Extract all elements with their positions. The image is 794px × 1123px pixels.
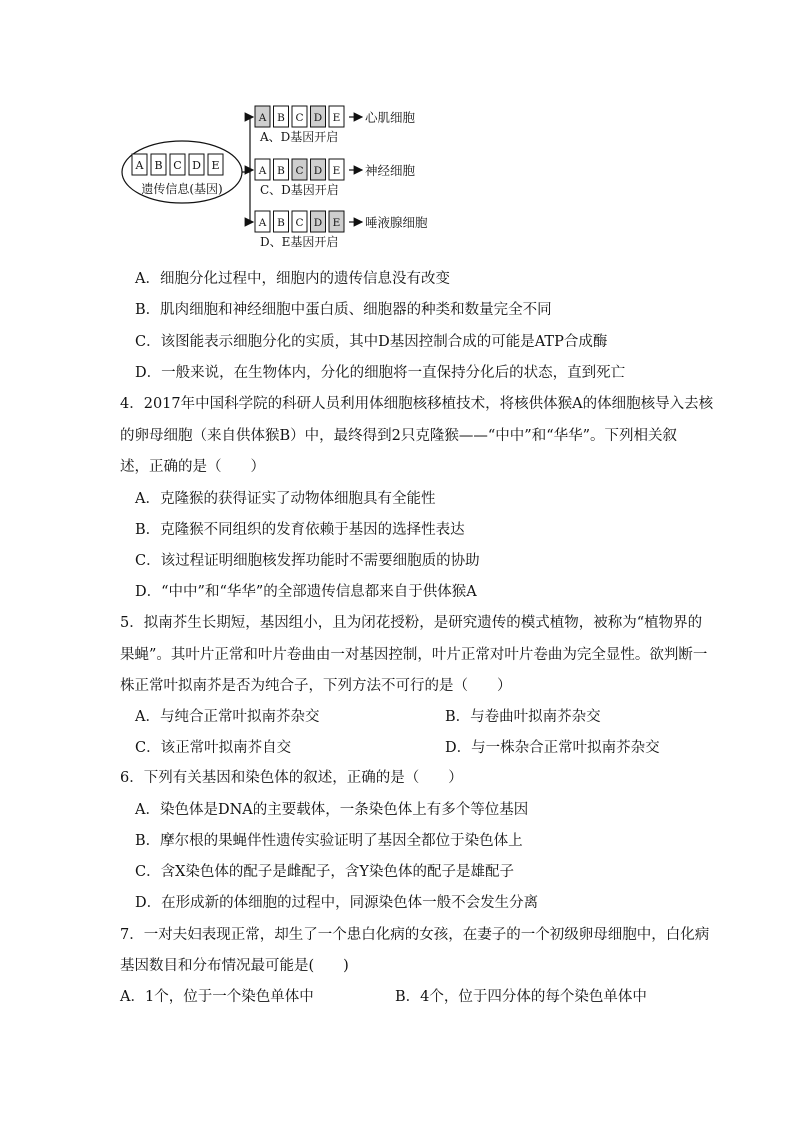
gene-label: B [277,217,285,229]
q5-stem-line-1: 5．拟南芥生长期短，基因组小，且为闭花授粉，是研究遗传的模式植物，被称为“植物界的 [120,615,703,631]
q5-option-a: A．与纯合正常叶拟南芥杂交 [135,709,320,725]
gene-label: E [332,217,341,229]
gene-label: A [258,165,267,177]
q5-option-d: D．与一株杂合正常叶拟南芥杂交 [445,740,660,756]
q6-option-b: B．摩尔根的果蝇伴性遗传实验证明了基因全都位于染色体上 [135,833,523,849]
q4-stem-line-2: 的卵母细胞（来自供体猴B）中，最终得到2只克隆猴——“中中”和“华华”。下列相关叙 [120,428,678,444]
q3-option-b: B．肌肉细胞和神经细胞中蛋白质、细胞器的种类和数量完全不同 [135,302,552,318]
q5-option-b: B．与卷曲叶拟南芥杂交 [445,709,601,725]
gene-label: E [332,112,341,124]
q7-stem-line-1: 7．一对夫妇表现正常，却生了一个患白化病的女孩，在妻子的一个初级卵母细胞中，白化病 [120,927,710,943]
source-gene-label: E [211,159,220,172]
cell-type-label: 神经细胞 [365,163,416,178]
q4-option-d: D．“中中”和“华华”的全部遗传信息都来自于供体猴A [135,584,477,600]
q5-option-c: C．该正常叶拟南芥自交 [135,740,292,756]
gene-label: C [295,112,304,124]
cell-type-label: 心肌细胞 [365,110,416,125]
q7-option-b: B．4个，位于四分体的每个染色单体中 [395,989,647,1005]
q3-option-d: D．一般来说，在生物体内，分化的细胞将一直保持分化后的状态，直到死亡 [135,365,626,381]
q7-stem-line-2: 基因数目和分布情况最可能是( ) [120,958,349,974]
q6-option-a: A．染色体是DNA的主要载体，一条染色体上有多个等位基因 [135,802,529,818]
active-genes-caption: C、D基因开启 [260,183,339,197]
gene-label: C [295,217,304,229]
gene-label: C [295,165,304,177]
q5-stem-line-3: 株正常叶拟南芥是否为纯合子，下列方法不可行的是（ ） [120,678,512,694]
q4-option-b: B．克隆猴不同组织的发育依赖于基因的选择性表达 [135,522,465,538]
source-gene-label: B [154,159,163,172]
cell-type-label: 唾液腺细胞 [365,215,428,230]
q6-option-d: D．在形成新的体细胞的过程中，同源染色体一般不会发生分离 [135,895,539,911]
source-gene-label: C [173,159,182,172]
q5-stem-line-2: 果蝇”。其叶片正常和叶片卷曲由一对基因控制，叶片正常对叶片卷曲为完全显性。欲判断一 [120,647,708,663]
q4-stem-line-1: 4．2017年中国科学院的科研人员利用体细胞核移植技术，将核供体猴A的体细胞核导入去核 [120,396,714,412]
source-gene-label: D [192,159,201,172]
gene-label: B [277,165,285,177]
q6-stem: 6．下列有关基因和染色体的叙述，正确的是（ ） [120,770,463,786]
gene-label: D [313,165,323,177]
q3-option-c: C．该图能表示细胞分化的实质，其中D基因控制合成的可能是ATP合成酶 [135,334,608,350]
active-genes-caption: D、E基因开启 [260,235,339,249]
gene-label: A [258,112,267,124]
gene-label: E [332,165,341,177]
active-genes-caption: A、D基因开启 [260,130,339,144]
cell-differentiation-diagram [0,0,794,270]
q3-option-a: A．细胞分化过程中，细胞内的遗传信息没有改变 [135,271,450,287]
q4-stem-line-3: 述，正确的是（ ） [120,459,265,475]
gene-label: B [277,112,285,124]
gene-label: A [258,217,267,229]
q4-option-a: A．克隆猴的获得证实了动物体细胞具有全能性 [135,491,436,507]
gene-label: D [313,217,323,229]
q6-option-c: C．含X染色体的配子是雌配子，含Y染色体的配子是雄配子 [135,864,514,880]
source-label: 遗传信息(基因) [141,182,223,196]
q7-option-a: A．1个，位于一个染色单体中 [120,989,314,1005]
q4-option-c: C．该过程证明细胞核发挥功能时不需要细胞质的协助 [135,553,480,569]
gene-label: D [313,112,323,124]
source-gene-label: A [135,159,144,172]
